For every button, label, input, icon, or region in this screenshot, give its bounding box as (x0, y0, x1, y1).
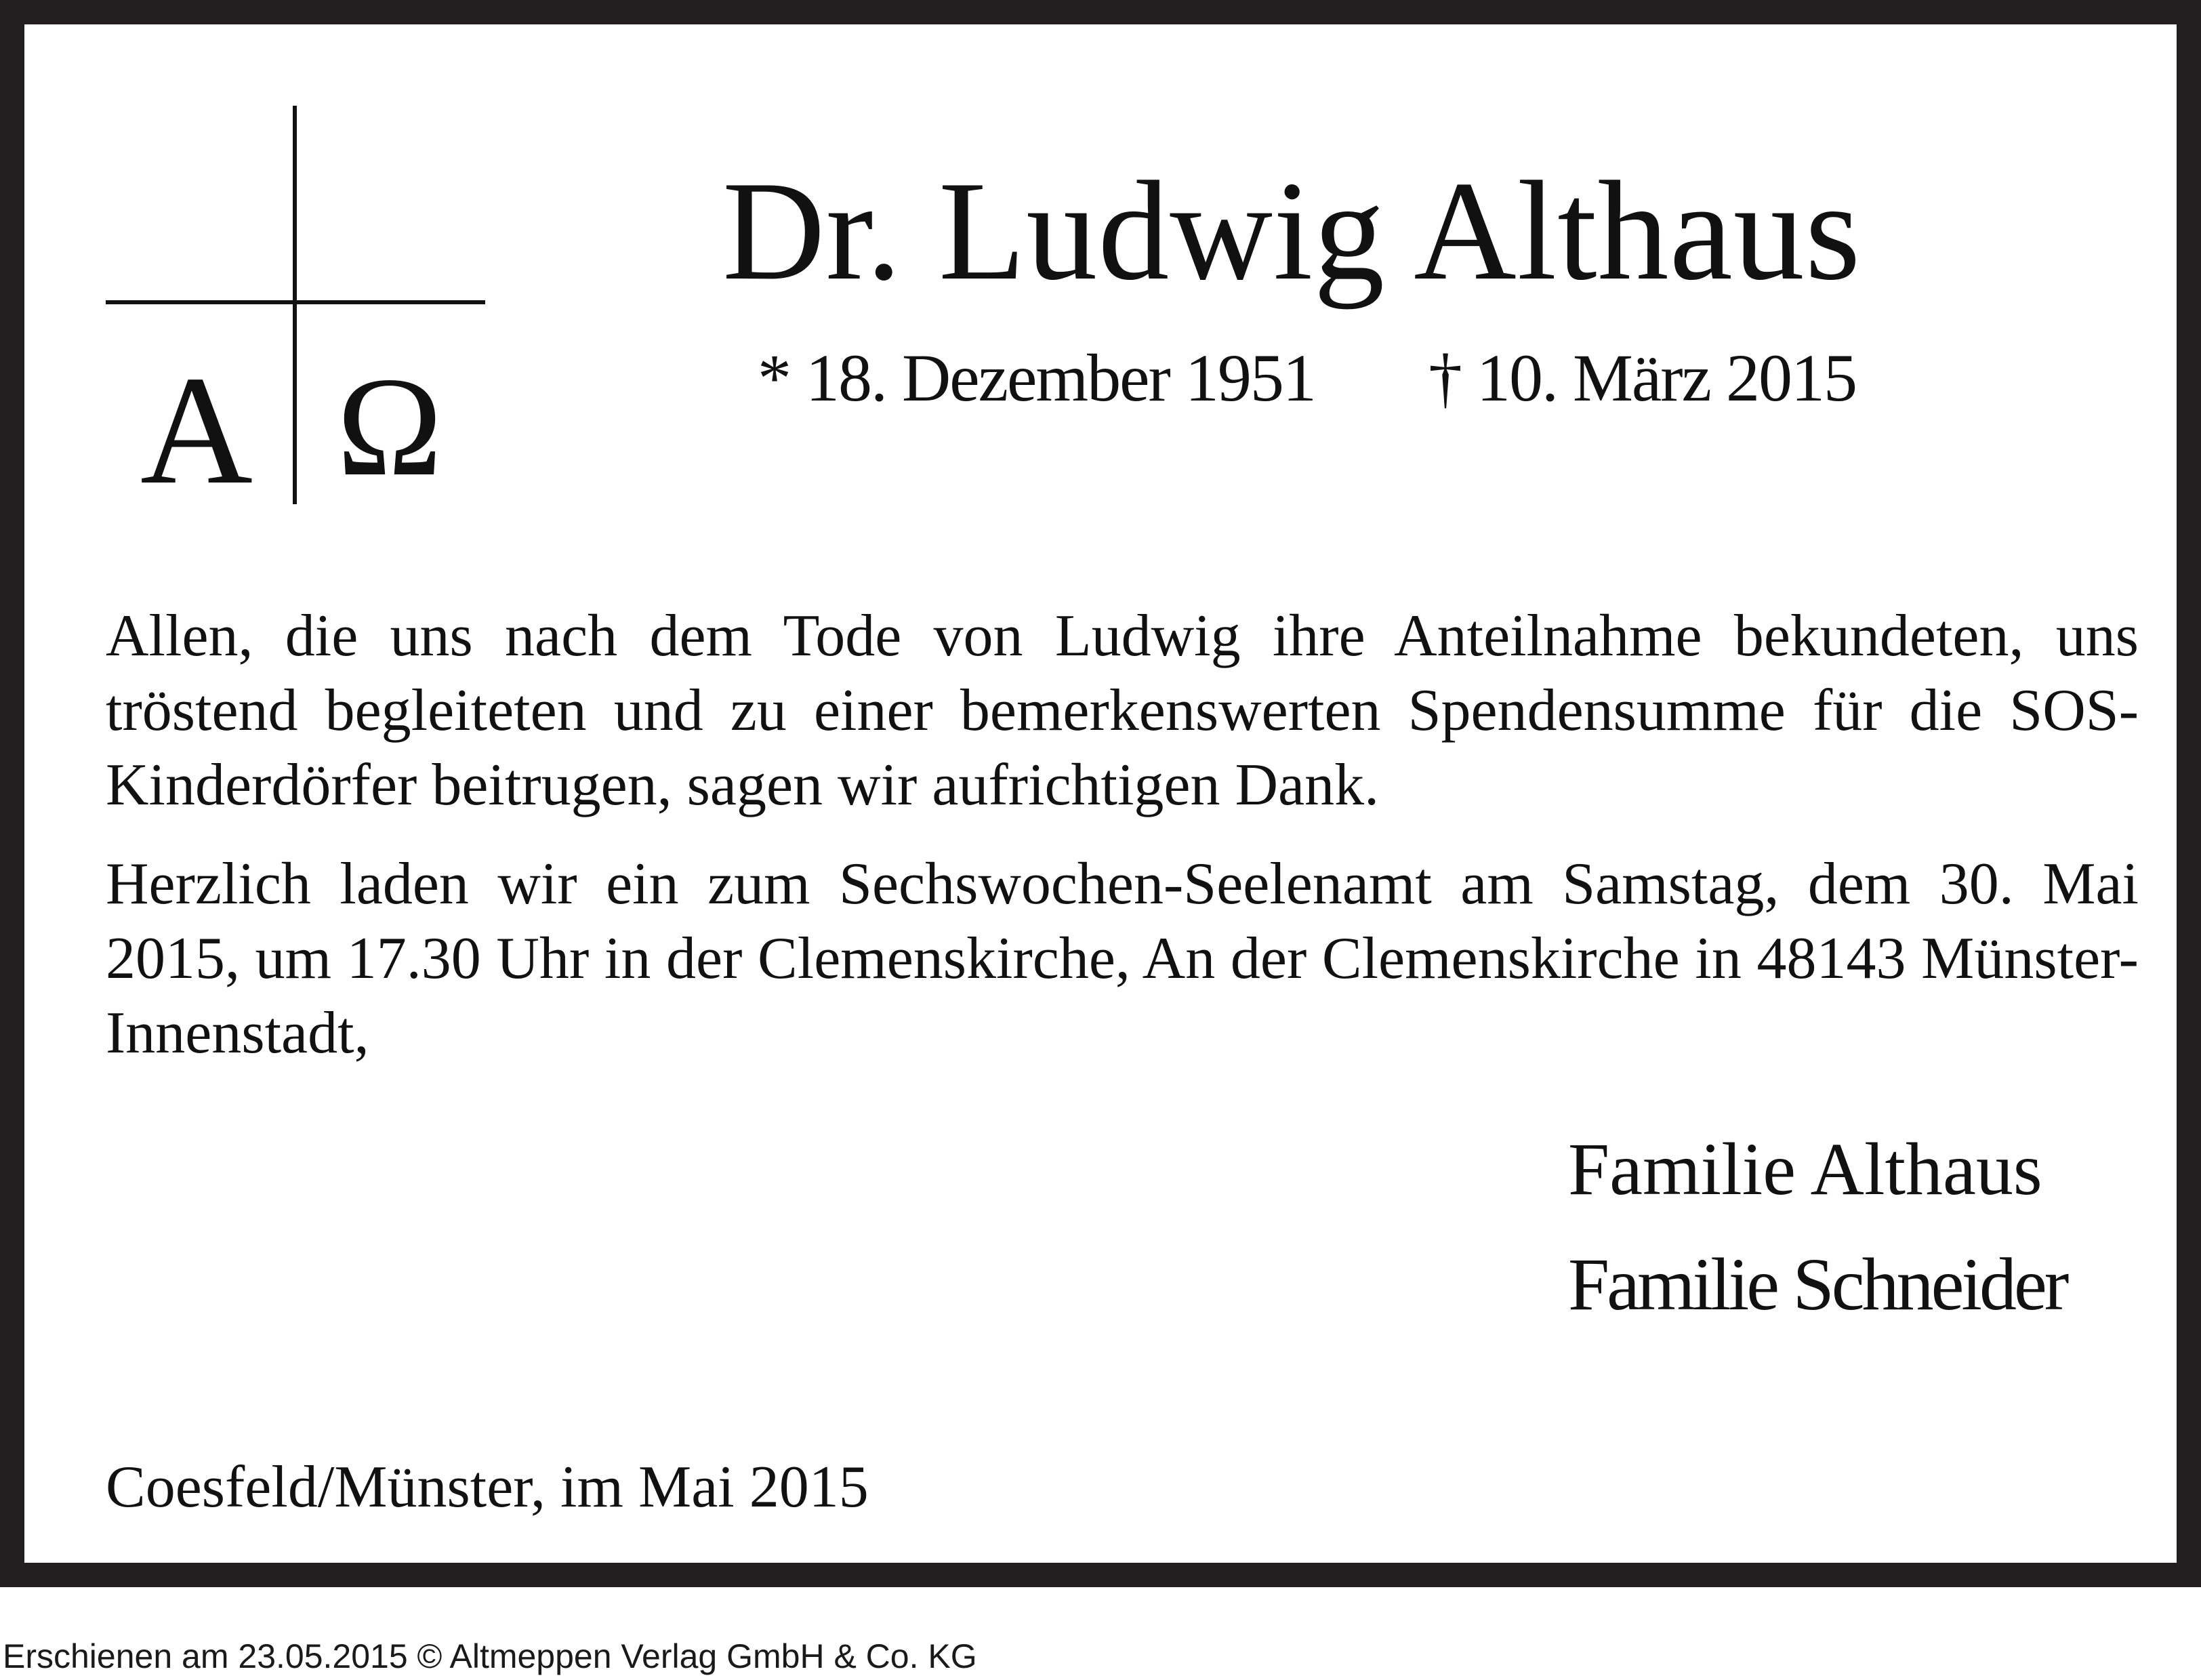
signature-line: Familie Althaus (1568, 1128, 2042, 1210)
alpha-glyph: A (140, 344, 253, 515)
omega-glyph: Ω (336, 348, 443, 506)
publication-credit: Erschienen am 23.05.2015 © Altmeppen Verlag GmbH & Co. KG (3, 1637, 977, 1675)
cross-alpha-omega-icon (81, 81, 488, 515)
deceased-name: Dr. Ludwig Althaus (722, 152, 1861, 310)
invitation-paragraph: Herzlich laden wir ein zum Sechswochen-Seelenamt am Samstag, dem 30. Mai 2015, um 17.30 Uhr in der Clemenskirche, An der Clemenskirche in 48143 Münster-Innenstadt, (106, 851, 2139, 1066)
signature-line: Familie Schneider (1568, 1243, 2067, 1326)
notice-body (106, 599, 2139, 1071)
place-and-date: Coesfeld/Münster, im Mai 2015 (106, 1454, 869, 1520)
signatures (1568, 1111, 2151, 1342)
birth-date: * 18. Dezember 1951 (758, 340, 1315, 415)
thanks-paragraph: Allen, die uns nach dem Tode von Ludwig ihre Anteilnahme bekundeten, uns tröstend begleiteten und zu einer bemerkenswerten Spendensumme für die SOS-Kinderdörfer beitrugen, sagen wir aufrichtigen Dank. (106, 603, 2139, 818)
death-date: † 10. März 2015 (1428, 340, 1856, 415)
heading (722, 152, 1901, 415)
